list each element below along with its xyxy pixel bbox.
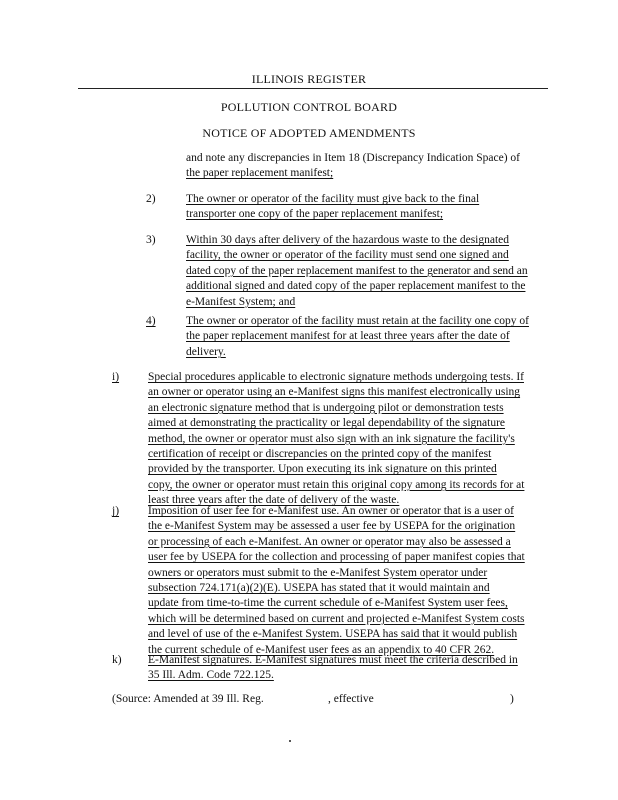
text-line: or processing of each e-Manifest. An owner or operator may also be assessed a xyxy=(148,535,511,548)
text-line: user fee by USEPA for the collection and processing of paper manifest copies that xyxy=(148,551,525,564)
text-line: certification of receipt or discrepancies on the printed copy of the manifest xyxy=(148,448,492,461)
source-note: (Source: Amended at 39 Ill. Reg. xyxy=(112,693,264,705)
item-3-text xyxy=(186,233,528,310)
section-i-text xyxy=(148,370,524,509)
text-line: facility, the owner or operator of the facility must send one signed and xyxy=(186,249,509,262)
text-line: the e-Manifest System may be assessed a user fee by USEPA for the origination xyxy=(148,520,516,533)
text-line: The owner or operator of the facility must retain at the facility one copy of xyxy=(186,315,529,327)
text-line: Special procedures applicable to electronic signature methods undergoing tests. If xyxy=(148,371,524,383)
text-line: e-Manifest System; and xyxy=(186,295,296,308)
text-line: and note any discrepancies in Item 18 (Discrepancy Indication Space) of xyxy=(186,152,521,164)
item-label-4: 4) xyxy=(146,315,156,327)
text-line: an owner or operator using an e-Manifest signs this manifest electronically using xyxy=(148,386,521,399)
text-line: provided by the transporter. Upon executing its ink signature on this printed xyxy=(148,463,497,476)
notice-title: NOTICE OF ADOPTED AMENDMENTS xyxy=(202,126,416,140)
item-2-text xyxy=(186,192,479,223)
section-j-text xyxy=(148,504,525,658)
text-line: the current schedule of e-Manifest user fees as an appendix to 40 CFR 262. xyxy=(148,643,495,656)
text-line: The owner or operator of the facility must give back to the final xyxy=(186,193,480,205)
text-line: subsection 724.171(a)(2)(E). USEPA has stated that it would maintain and xyxy=(148,582,490,595)
source-effective: , effective xyxy=(328,693,374,705)
text-line: delivery. xyxy=(186,345,226,358)
section-label-k: k) xyxy=(112,654,122,666)
item-label-2: 2) xyxy=(146,193,156,205)
text-line: update from time-to-time the current schedule of e-Manifest System user fees, xyxy=(148,597,508,610)
text-line: aimed at demonstrating the practicality or legal dependability of the signature xyxy=(148,417,506,430)
text-line: which will be determined based on current and projected e-Manifest System costs xyxy=(148,612,525,625)
section-label-i: i) xyxy=(112,371,120,383)
source-close: ) xyxy=(510,693,514,705)
text-line: and level of use of the e-Manifest System. USEPA has said that it would publish xyxy=(148,628,518,641)
text-line: transporter one copy of the paper replacement manifest; xyxy=(186,208,444,221)
section-k-text xyxy=(148,653,518,684)
item-4-text xyxy=(186,314,529,360)
text-line: least three years after the date of delivery of the waste. xyxy=(148,494,400,507)
board-title: POLLUTION CONTROL BOARD xyxy=(220,100,398,114)
page-mark xyxy=(289,740,291,742)
text-line: E-Manifest signatures. E-Manifest signatures must meet the criteria described in xyxy=(148,654,518,666)
text-line: Imposition of user fee for e-Manifest use. An owner or operator that is a user of xyxy=(148,505,514,517)
text-line: dated copy of the paper replacement manifest to the generator and send an xyxy=(186,264,528,277)
header-rule xyxy=(78,88,548,89)
text-line: Within 30 days after delivery of the hazardous waste to the designated xyxy=(186,234,510,246)
text-line: method, the owner or operator must also sign with an ink signature the facility's xyxy=(148,432,515,445)
text-line: the paper replacement manifest for at least three years after the date of xyxy=(186,330,510,343)
text-line: an electronic signature method that is undergoing pilot or demonstration tests xyxy=(148,401,504,414)
text-line: copy, the owner or operator must retain this original copy among its records for at xyxy=(148,478,525,491)
text-line: owners or operators must submit to the e-Manifest System operator under xyxy=(148,566,488,579)
text-line: additional signed and dated copy of the paper replacement manifest to the xyxy=(186,280,526,293)
section-label-j: j) xyxy=(112,505,120,517)
item-label-3: 3) xyxy=(146,234,156,246)
text-line: 35 Ill. Adm. Code 722.125. xyxy=(148,669,274,682)
text-line: the paper replacement manifest; xyxy=(186,167,334,180)
continuation-paragraph xyxy=(186,151,520,182)
register-title: ILLINOIS REGISTER xyxy=(251,72,367,86)
